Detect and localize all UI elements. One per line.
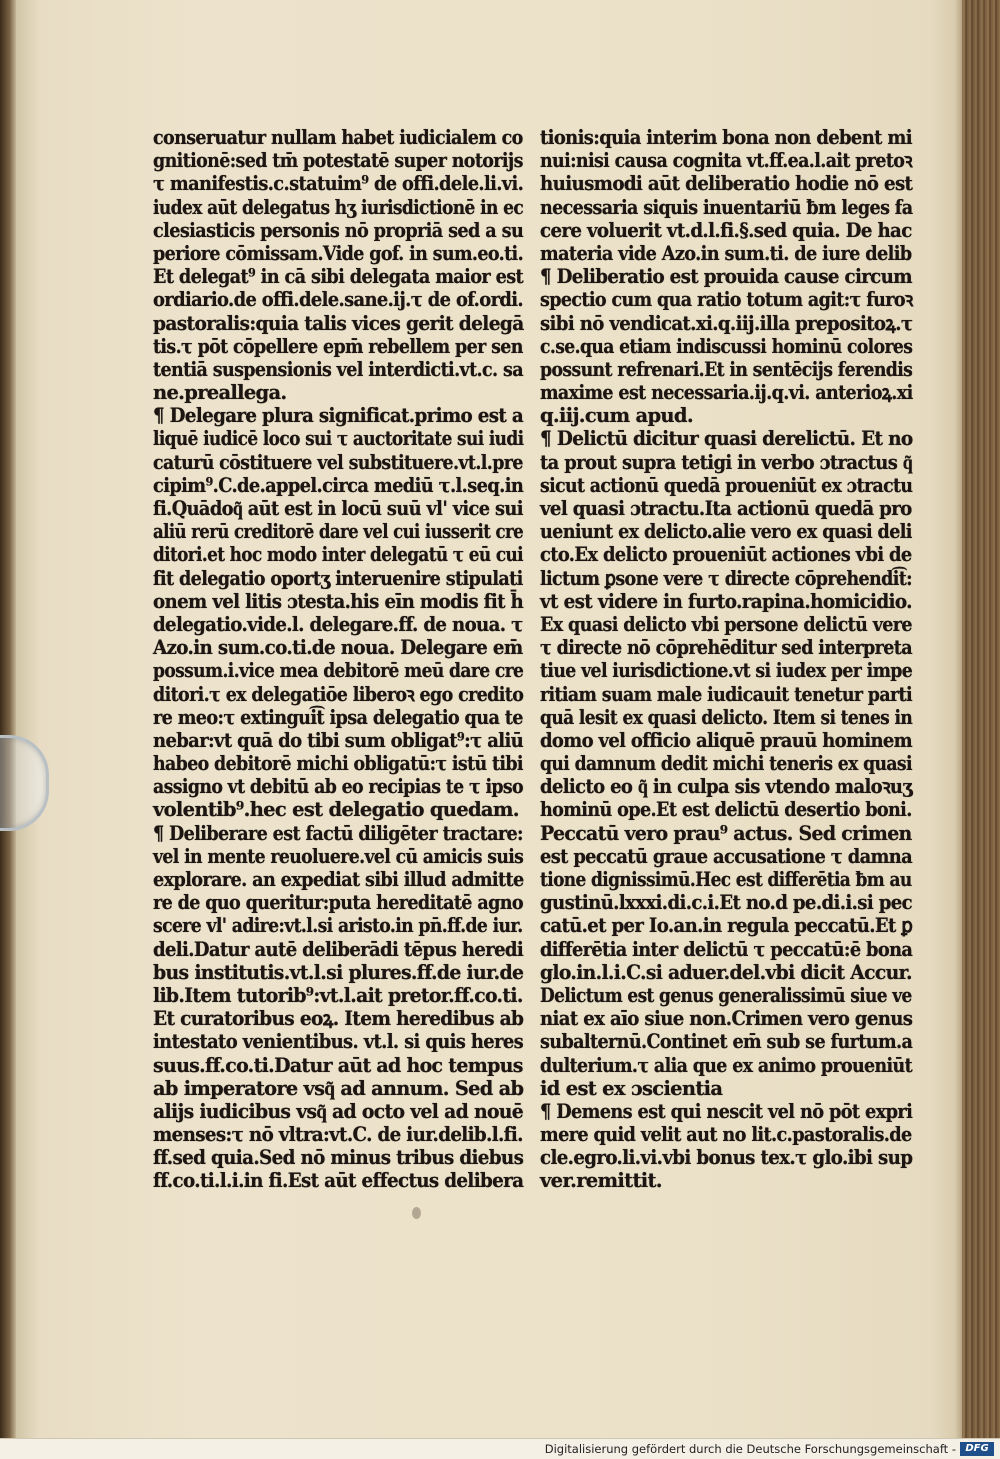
text-line: bus institutis.vt.l.si plures.ff.de iur.de: [153, 960, 524, 984]
right-text-column: [540, 126, 912, 1193]
text-line: caturū cōstituere vel substituere.vt.l.pre: [153, 450, 523, 474]
text-line: fit delegatio oportʒ interuenire stipulati: [153, 566, 523, 590]
text-line: id est ex ɔscientia: [540, 1076, 723, 1100]
text-line: cere voluerit vt.d.l.fi.§.sed quia. De hac: [540, 218, 912, 242]
text-line: ab imperatore vsq͂ ad annum. Sed ab: [153, 1076, 524, 1100]
text-line: liquē iudicē loco sui τ auctoritate sui iudi: [153, 427, 524, 451]
text-line: explorare. an expediat sibi illud admitte: [153, 868, 524, 891]
text-line: vt est videre in furto.rapina.homicidio.: [540, 589, 912, 613]
text-line: ver.remittit.: [540, 1169, 662, 1193]
page-clip: [0, 735, 49, 831]
text-line: τ manifestis.c.statuim⁹ de offi.dele.li.vi.: [153, 172, 524, 196]
text-line: clesiasticis personis nō propriā sed a su: [153, 218, 524, 242]
text-line: Et delegat⁹ in cā sibi delegata maior est: [153, 265, 524, 289]
text-line: materia vide Azo.in sum.ti. de iure delib: [540, 241, 912, 265]
text-line: onem vel litis ɔtesta.his eīn modis fit h̄: [153, 589, 524, 613]
text-line: ueniunt ex delicto.alie vero ex quasi deli: [540, 520, 912, 544]
text-line: aliū rerū creditorē dare vel cui iusserit cre: [153, 520, 524, 544]
text-line: τ directe nō cōprehēditur sed interpreta: [540, 636, 913, 660]
text-line: tiue vel iurisdictione.vt si iudex per impe: [540, 659, 913, 683]
text-line: ¶ Demens est qui nescit vel nō pōt expri: [540, 1099, 913, 1123]
text-line: intestato venientibus. vt.l. si quis heres: [153, 1030, 524, 1054]
text-line: ¶ Delictū dicitur quasi derelictū. Et no: [540, 427, 913, 451]
text-line: re meo:τ extingui͡t ipsa delegatio qua te: [153, 705, 523, 729]
text-line: q.iij.cum apud.: [540, 404, 693, 428]
text-line: huiusmodi aūt deliberatio hodie nō est: [540, 172, 913, 196]
text-line: vel quasi ɔtractu.Ita actionū quedā pro: [540, 497, 912, 520]
text-line: subalternū.Continet em̄ sub se furtum.a: [540, 1030, 913, 1054]
text-line: possunt refrenari.Et in sentēcijs ferendis: [540, 357, 913, 381]
text-line: tentiā suspensionis vel interdicti.vt.c. sa: [153, 357, 523, 381]
text-line: sibi nō vendicat.xi.q.iij.illa prepositoꝝ.τ: [540, 311, 913, 335]
text-line: ta prout supra tetigi in verbo ɔtractus q͂: [540, 450, 913, 474]
text-line: ditori.et hoc modo inter delegatū τ eū cui: [153, 543, 523, 567]
text-line: nebar:vt quā do tibi sum obligat⁹:τ aliū: [153, 728, 524, 752]
text-line: ff.co.ti.l.i.in fi.Est aūt effectus delibera: [153, 1169, 524, 1193]
text-line: menses:τ nō vltra:vt.C. de iur.delib.l.fi.: [153, 1123, 523, 1147]
text-line: scere vl' adire:vt.l.si aristo.in pn̄.ff.de iur.: [153, 914, 523, 938]
text-line: dulterium.τ alia que ex animo proueniūt: [540, 1053, 913, 1077]
text-line: niat ex aīo siue non.Crimen vero genus: [540, 1007, 913, 1031]
text-line: fi.Quādoq͂ aūt est in locū suū vl' vice sui: [153, 497, 523, 520]
text-line: cle.egro.li.vi.vbi bonus tex.τ glo.ibi sup: [540, 1146, 913, 1170]
text-line: glo.in.l.i.C.si aduer.del.vbi dicit Accur.: [540, 960, 912, 984]
text-line: re de quo queritur:puta hereditatē agno: [153, 891, 523, 915]
text-line: gustinū.lxxxi.di.c.i.Et no.d pe.di.i.si pec: [540, 891, 913, 915]
footer-bar: [0, 1438, 1000, 1459]
book-spine: [0, 0, 16, 1459]
ink-blot: [412, 1207, 421, 1219]
text-line: ditori.τ ex delegatiōe liberoꝛ ego credito: [153, 682, 524, 706]
text-line: spectio cum qua ratio totum agit:τ furoꝛ: [540, 288, 913, 312]
text-line: sicut actionū quedā proueniūt ex ɔtractu: [540, 473, 913, 497]
text-line: differētia inter delictū τ peccatū:ē bona: [540, 937, 913, 961]
text-line: ¶ Delegare plura significat.primo est a: [153, 404, 524, 428]
text-line: iudex aūt delegatus hʒ iurisdictionē in ec: [153, 195, 524, 219]
text-line: alijs iudicibus vsq͂ ad octo vel ad nouē: [153, 1099, 524, 1123]
text-line: volentib⁹.hec est delegatio quedam.: [153, 798, 519, 822]
text-line: ne.preallega.: [153, 381, 287, 405]
text-line: habeo debitorē michi obligatū:τ istū tibi: [153, 752, 523, 776]
text-line: lictum ꝑsone vere τ directe cōprehendi͡t:: [540, 566, 912, 590]
text-line: est peccatū graue accusatione τ damna: [540, 844, 913, 868]
text-line: possum.i.vice mea debitorē meū dare cre: [153, 659, 524, 683]
text-line: vel in mente reuoluere.vel cū amicis suis: [153, 844, 524, 868]
text-line: domo vel officio aliquē prauū hominem: [540, 728, 913, 752]
text-line: cto.Ex delicto proueniūt actiones vbi de: [540, 543, 912, 567]
text-line: assigno vt debitū ab eo recipias te τ ipso: [153, 775, 524, 799]
left-text-column: [153, 126, 523, 1193]
text-line: ritiam suam male iudicauit tenetur parti: [540, 682, 912, 706]
text-line: Peccatū vero prau⁹ actus. Sed crimen: [540, 821, 912, 845]
dfg-logo: DFG: [960, 1442, 994, 1456]
text-line: hominū ope.Et est delictū desertio boni.: [540, 798, 912, 822]
text-line: qui damnum dedit michi teneris ex quasi: [540, 752, 912, 776]
text-line: suus.ff.co.ti.Datur aūt ad hoc tempus: [153, 1053, 523, 1077]
text-line: maxime est necessaria.ij.q.vi. anterioꝝ.xi: [540, 381, 913, 405]
text-line: mere quid velit aut no lit.c.pastoralis.de: [540, 1123, 912, 1147]
text-line: ff.sed quia.Sed nō minus tribus diebus: [153, 1146, 524, 1170]
text-line: deli.Datur autē deliberādi tēpus heredi: [153, 937, 524, 961]
text-line: tionis:quia interim bona non debent mi: [540, 126, 912, 149]
text-line: Ex quasi delicto vbi persone delictū vere: [540, 612, 912, 636]
text-line: nui:nisi causa cognita vt.ff.ea.l.ait pretoꝛ: [540, 149, 912, 173]
text-line: necessaria siquis inuentariū ƀm leges fa: [540, 195, 913, 219]
text-line: Et curatoribus eoꝝ. Item heredibus ab: [153, 1007, 524, 1031]
text-line: cipim⁹.C.de.appel.circa mediū τ.l.seq.in: [153, 473, 524, 497]
text-line: c.se.qua etiam indiscussi hominū colores: [540, 334, 913, 358]
text-line: Delictum est genus generalissimū siue ve: [540, 983, 912, 1007]
text-line: quā lesit ex quasi delicto. Item si tenes in: [540, 705, 913, 729]
text-line: Azo.in sum.co.ti.de noua. Delegare em̄: [153, 636, 523, 660]
text-line: catū.et per Io.an.in regula peccatū.Et ꝑ: [540, 914, 913, 938]
text-line: conseruatur nullam habet iudicialem co: [153, 126, 523, 149]
text-line: delegatio.vide.l. delegare.ff. de noua. τ: [153, 612, 523, 636]
text-line: ¶ Deliberare est factū diligēter tractare:: [153, 821, 523, 845]
page-fore-edge: [962, 0, 1000, 1459]
text-line: ordiario.de offi.dele.sane.ij.τ de of.ordi.: [153, 288, 523, 312]
footer-credit: Digitalisierung gefördert durch die Deutsche Forschungsgemeinschaft -: [544, 1442, 956, 1456]
text-line: gnitionē:sed tm̄ potestatē super notorijs: [153, 149, 523, 173]
text-line: ¶ Deliberatio est prouida cause circum: [540, 265, 912, 289]
text-line: periore cōmissam.Vide gof. in sum.eo.ti.: [153, 241, 524, 265]
text-line: pastoralis:quia talis vices gerit delegā: [153, 311, 524, 335]
text-line: tis.τ pōt cōpellere epm̄ rebellem per sen: [153, 334, 523, 358]
text-line: tione dignissimū.Hec est differētia ƀm au: [540, 868, 912, 891]
text-line: lib.Item tutorib⁹:vt.l.ait pretor.ff.co.ti.: [153, 983, 523, 1007]
text-line: delicto eo q͂ in culpa sis vtendo maloꝛuʒ: [540, 775, 912, 799]
